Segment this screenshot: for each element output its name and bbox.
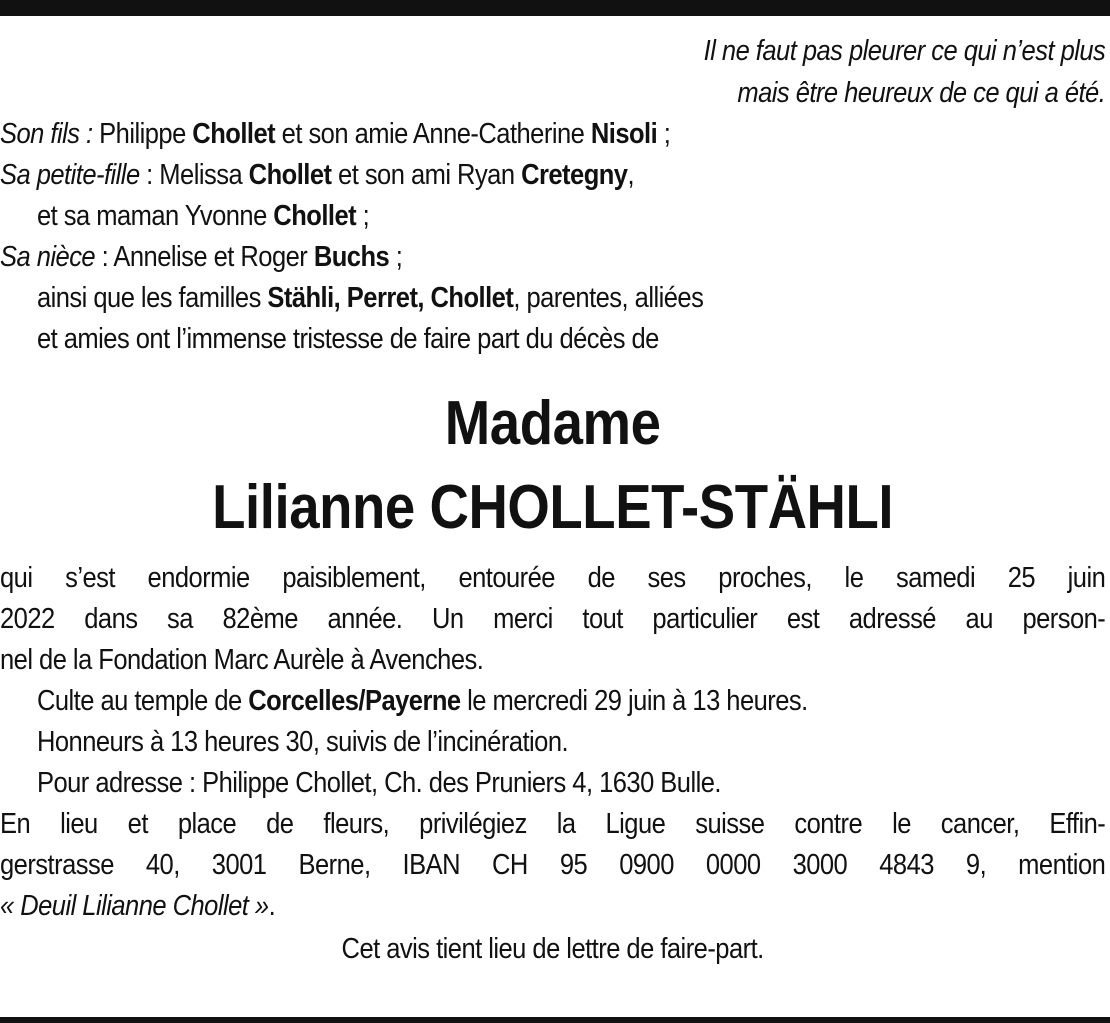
mother-line-end: ;: [356, 200, 370, 232]
son-line-end: ;: [657, 118, 671, 150]
obituary-notice: [0, 30, 1105, 970]
quote-line-2: mais être heureux de ce qui a été.: [737, 77, 1106, 109]
deceased-name-block: [0, 382, 1105, 550]
bottom-rule: [0, 1017, 1110, 1023]
family-granddaughter-line: [0, 155, 1105, 196]
closing-line: Cet avis tient lieu de lettre de faire-part.: [341, 933, 764, 965]
granddaughter-label: Sa petite-fille: [0, 159, 140, 191]
niece-first-names: : Annelise et Roger: [95, 241, 314, 273]
donation-line-2: gerstrasse 40, 3001 Berne, IBAN CH 95 0900 0000 3000 4843 9, mention: [0, 849, 1106, 881]
honours-line: Honneurs à 13 heures 30, suivis de l’incinération.: [36, 726, 569, 758]
niece-line-end: ;: [389, 241, 403, 273]
son-first-name: Philippe: [92, 118, 193, 150]
granddaughter-line-end: ,: [627, 159, 635, 191]
families-names: Stähli, Perret, Chollet: [267, 282, 514, 314]
families-line-end: , parentes, alliées: [513, 282, 704, 314]
epigraph-quote: [0, 30, 1105, 114]
donation-mention-line: [0, 886, 1105, 927]
body-line-3: nel de la Fondation Marc Aurèle à Avenches.: [0, 644, 484, 676]
granddaughter-first-name: : Melissa: [139, 159, 249, 191]
family-niece-line: [0, 237, 1105, 278]
service-time: le mercredi 29 juin à 13 heures.: [460, 685, 808, 717]
announcement-line: et amies ont l’immense tristesse de faire part du décès de: [36, 323, 659, 355]
donation-mention: « Deuil Lilianne Chollet »: [0, 890, 269, 922]
service-prefix: Culte au temple de: [36, 685, 249, 717]
donation-end: .: [268, 890, 276, 922]
family-mother-line: [0, 196, 1105, 237]
granddaughter-partner-last-name: Cretegny: [521, 159, 628, 191]
son-partner-text: et son amie Anne-Catherine: [275, 118, 591, 150]
son-last-name: Chollet: [192, 118, 276, 150]
service-place: Corcelles/Payerne: [248, 685, 461, 717]
body-line-1: qui s’est endormie paisiblement, entourée de ses proches, le samedi 25 juin: [0, 562, 1106, 594]
donation-line-1: En lieu et place de fleurs, privilégiez la Ligue suisse contre le cancer, Effin-: [0, 808, 1106, 840]
deceased-title: Madame: [444, 389, 661, 458]
body-line-2: 2022 dans sa 82ème année. Un merci tout particulier est adressé au person-: [0, 603, 1106, 635]
son-partner-last-name: Nisoli: [590, 118, 658, 150]
families-text: ainsi que les familles: [36, 282, 268, 314]
service-line: [0, 681, 1105, 722]
deceased-name: Lilianne CHOLLET-STÄHLI: [212, 473, 894, 542]
families-line: [0, 278, 1105, 319]
mother-last-name: Chollet: [273, 200, 357, 232]
granddaughter-last-name: Chollet: [248, 159, 332, 191]
niece-last-name: Buchs: [313, 241, 390, 273]
family-son-line: [0, 114, 1105, 155]
top-rule: [0, 0, 1110, 16]
niece-label: Sa nièce: [0, 241, 96, 273]
granddaughter-partner-text: et son ami Ryan: [331, 159, 522, 191]
quote-line-1: Il ne faut pas pleurer ce qui n’est plus: [703, 35, 1106, 67]
son-label: Son fils :: [0, 118, 93, 150]
address-line: Pour adresse : Philippe Chollet, Ch. des Pruniers 4, 1630 Bulle.: [36, 767, 721, 799]
mother-text: et sa maman Yvonne: [36, 200, 274, 232]
